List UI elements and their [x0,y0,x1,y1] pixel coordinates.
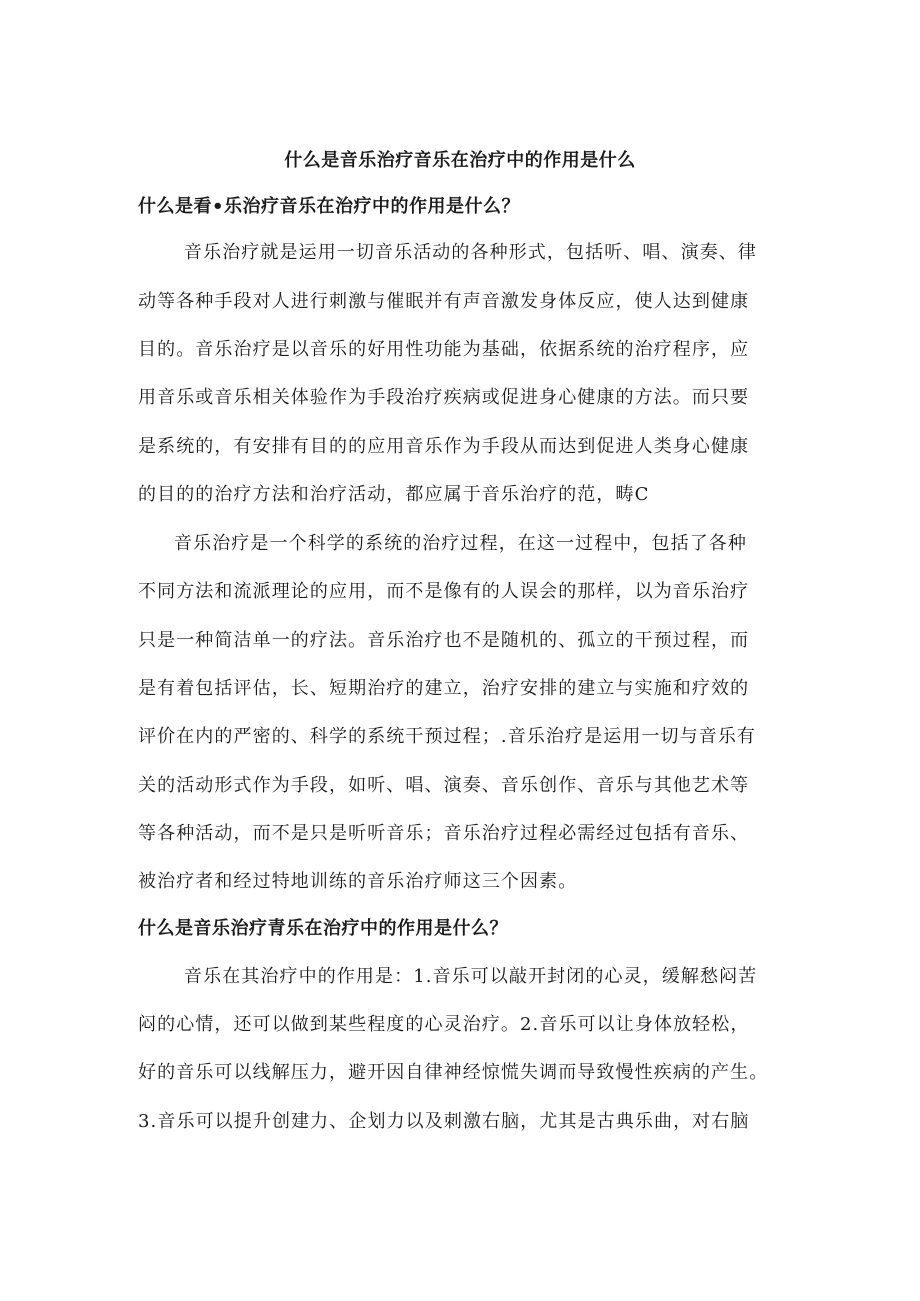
paragraph-line: 动等各种手段对人进行刺激与催眠并有声音激发身体反应，使人达到健康 [138,291,750,312]
paragraph-line: 不同方法和流派理论的应用，而不是像有的人误会的那样，以为音乐治疗 [138,581,750,602]
paragraph-line: 3.音乐可以提升创建力、企划力以及刺激右脑，尤其是古典乐曲，对右脑 [138,1111,750,1132]
paragraph-line: 目的。音乐治疗是以音乐的好用性功能为基础，依据系统的治疗程序，应 [138,339,750,360]
paragraph-line: 音乐治疗就是运用一切音乐活动的各种形式，包括听、唱、演奏、律 [184,242,757,263]
paragraph-line: 等各种活动，而不是只是听听音乐；音乐治疗过程必需经过包括有音乐、 [138,823,750,844]
paragraph-line: 只是一种简洁单一的疗法。音乐治疗也不是随机的、孤立的干预过程，而 [138,630,750,651]
paragraph-line: 是系统的，有安排有目的的应用音乐作为手段从而达到促进人类身心健康 [138,436,750,457]
paragraph-line: 音乐治疗是一个科学的系统的治疗过程，在这一过程中，包括了各种 [174,533,747,554]
paragraph-line: 闷的心情，还可以做到某些程度的心灵治疗。2.音乐可以让身体放轻松， [138,1014,750,1035]
paragraph-line: 好的音乐可以线解压力，避开因自律神经惊慌失调而导致慢性疾病的产生。 [138,1062,769,1083]
paragraph-line: 用音乐或音乐相关体验作为手段治疗疾病或促进身心健康的方法。而只要 [138,387,750,408]
paragraph-line: 关的活动形式作为手段，如听、唱、演奏、音乐创作、音乐与其他艺术等 [138,775,750,796]
paragraph-line: 被治疗者和经过特地训练的音乐治疗师这三个因素。 [138,871,578,892]
paragraph-line: 的目的的治疗方法和治疗活动，都应属于音乐治疗的范，畴C [138,484,650,505]
paragraph-line: 音乐在其治疗中的作用是：1.音乐可以敲开封闭的心灵，缓解愁闷苦 [184,966,758,987]
section-heading-1: 什么是看•乐治疗音乐在治疗中的作用是什么？ [138,196,521,217]
paragraph-line: 是有着包括评估，长、短期治疗的建立，治疗安排的建立与实施和疗效的 [138,678,750,699]
document-title: 什么是音乐治疗音乐在治疗中的作用是什么 [284,150,636,171]
paragraph-line: 评价在内的严密的、科学的系统干预过程；.音乐治疗是运用一切与音乐有 [138,726,757,747]
section-heading-2: 什么是音乐治疗青乐在治疗中的作用是什么？ [138,918,508,939]
